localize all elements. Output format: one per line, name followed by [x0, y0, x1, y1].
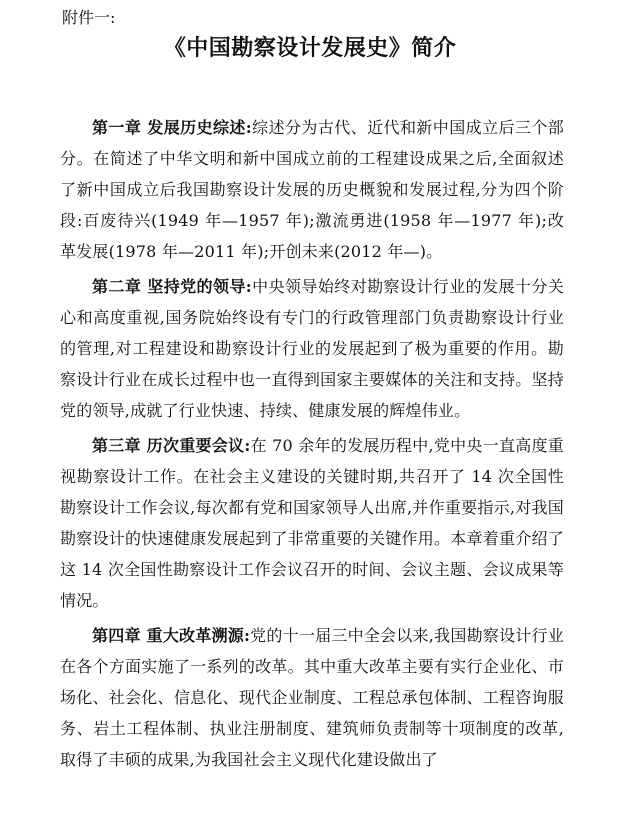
chapter-paragraph-4 [60, 620, 564, 775]
chapter-paragraph-2 [60, 271, 564, 426]
attachment-label: 附件一: [62, 8, 116, 27]
document-body [60, 112, 564, 779]
chapter-heading: 第四章 重大改革溯源: [92, 626, 251, 645]
chapter-heading: 第一章 发展历史综述: [92, 118, 252, 137]
document-title: 《中国勘察设计发展史》简介 [163, 35, 457, 61]
chapter-heading: 第三章 历次重要会议: [92, 436, 251, 455]
chapter-heading: 第二章 坚持党的领导: [92, 277, 252, 296]
chapter-paragraph-3 [60, 430, 564, 616]
chapter-text: 党的十一届三中全会以来,我国勘察设计行业在各个方面实施了一系列的改革。其中重大改革主要有实行企业化、市场化、社会化、信息化、现代企业制度、工程总承包体制、工程咨询服务、岩土工程体制、执业注册制度、建筑师负责制等十项制度的改革,取得了丰硕的成果,为我国社会主义现代化建设做出了 [60, 626, 564, 769]
chapter-paragraph-1 [60, 112, 564, 267]
chapter-text: 综述分为古代、近代和新中国成立后三个部分。在简述了中华文明和新中国成立前的工程建设成果之后,全面叙述了新中国成立后我国勘察设计发展的历史概貌和发展过程,分为四个阶段:百废待兴(1949 年—1957 年);激流勇进(1958 年—1977 年);改革发展(1978 年—2011 年);开创未来(2012 年—)。 [60, 118, 564, 261]
chapter-text: 中央领导始终对勘察设计行业的发展十分关心和高度重视,国务院始终设有专门的行政管理部门负责勘察设计行业的管理,对工程建设和勘察设计行业的发展起到了极为重要的作用。勘察设计行业在成长过程中也一直得到国家主要媒体的关注和支持。坚持党的领导,成就了行业快速、持续、健康发展的辉煌伟业。 [60, 277, 564, 420]
chapter-text: 在 70 余年的发展历程中,党中央一直高度重视勘察设计工作。在社会主义建设的关键时期,共召开了 14 次全国性勘察设计工作会议,每次都有党和国家领导人出席,并作重要指示,对我国勘察设计的快速健康发展起到了非常重要的关键作用。本章着重介绍了这 14 次全国性勘察设计工作会议召开的时间、会议主题、会议成果等情况。 [60, 436, 564, 610]
